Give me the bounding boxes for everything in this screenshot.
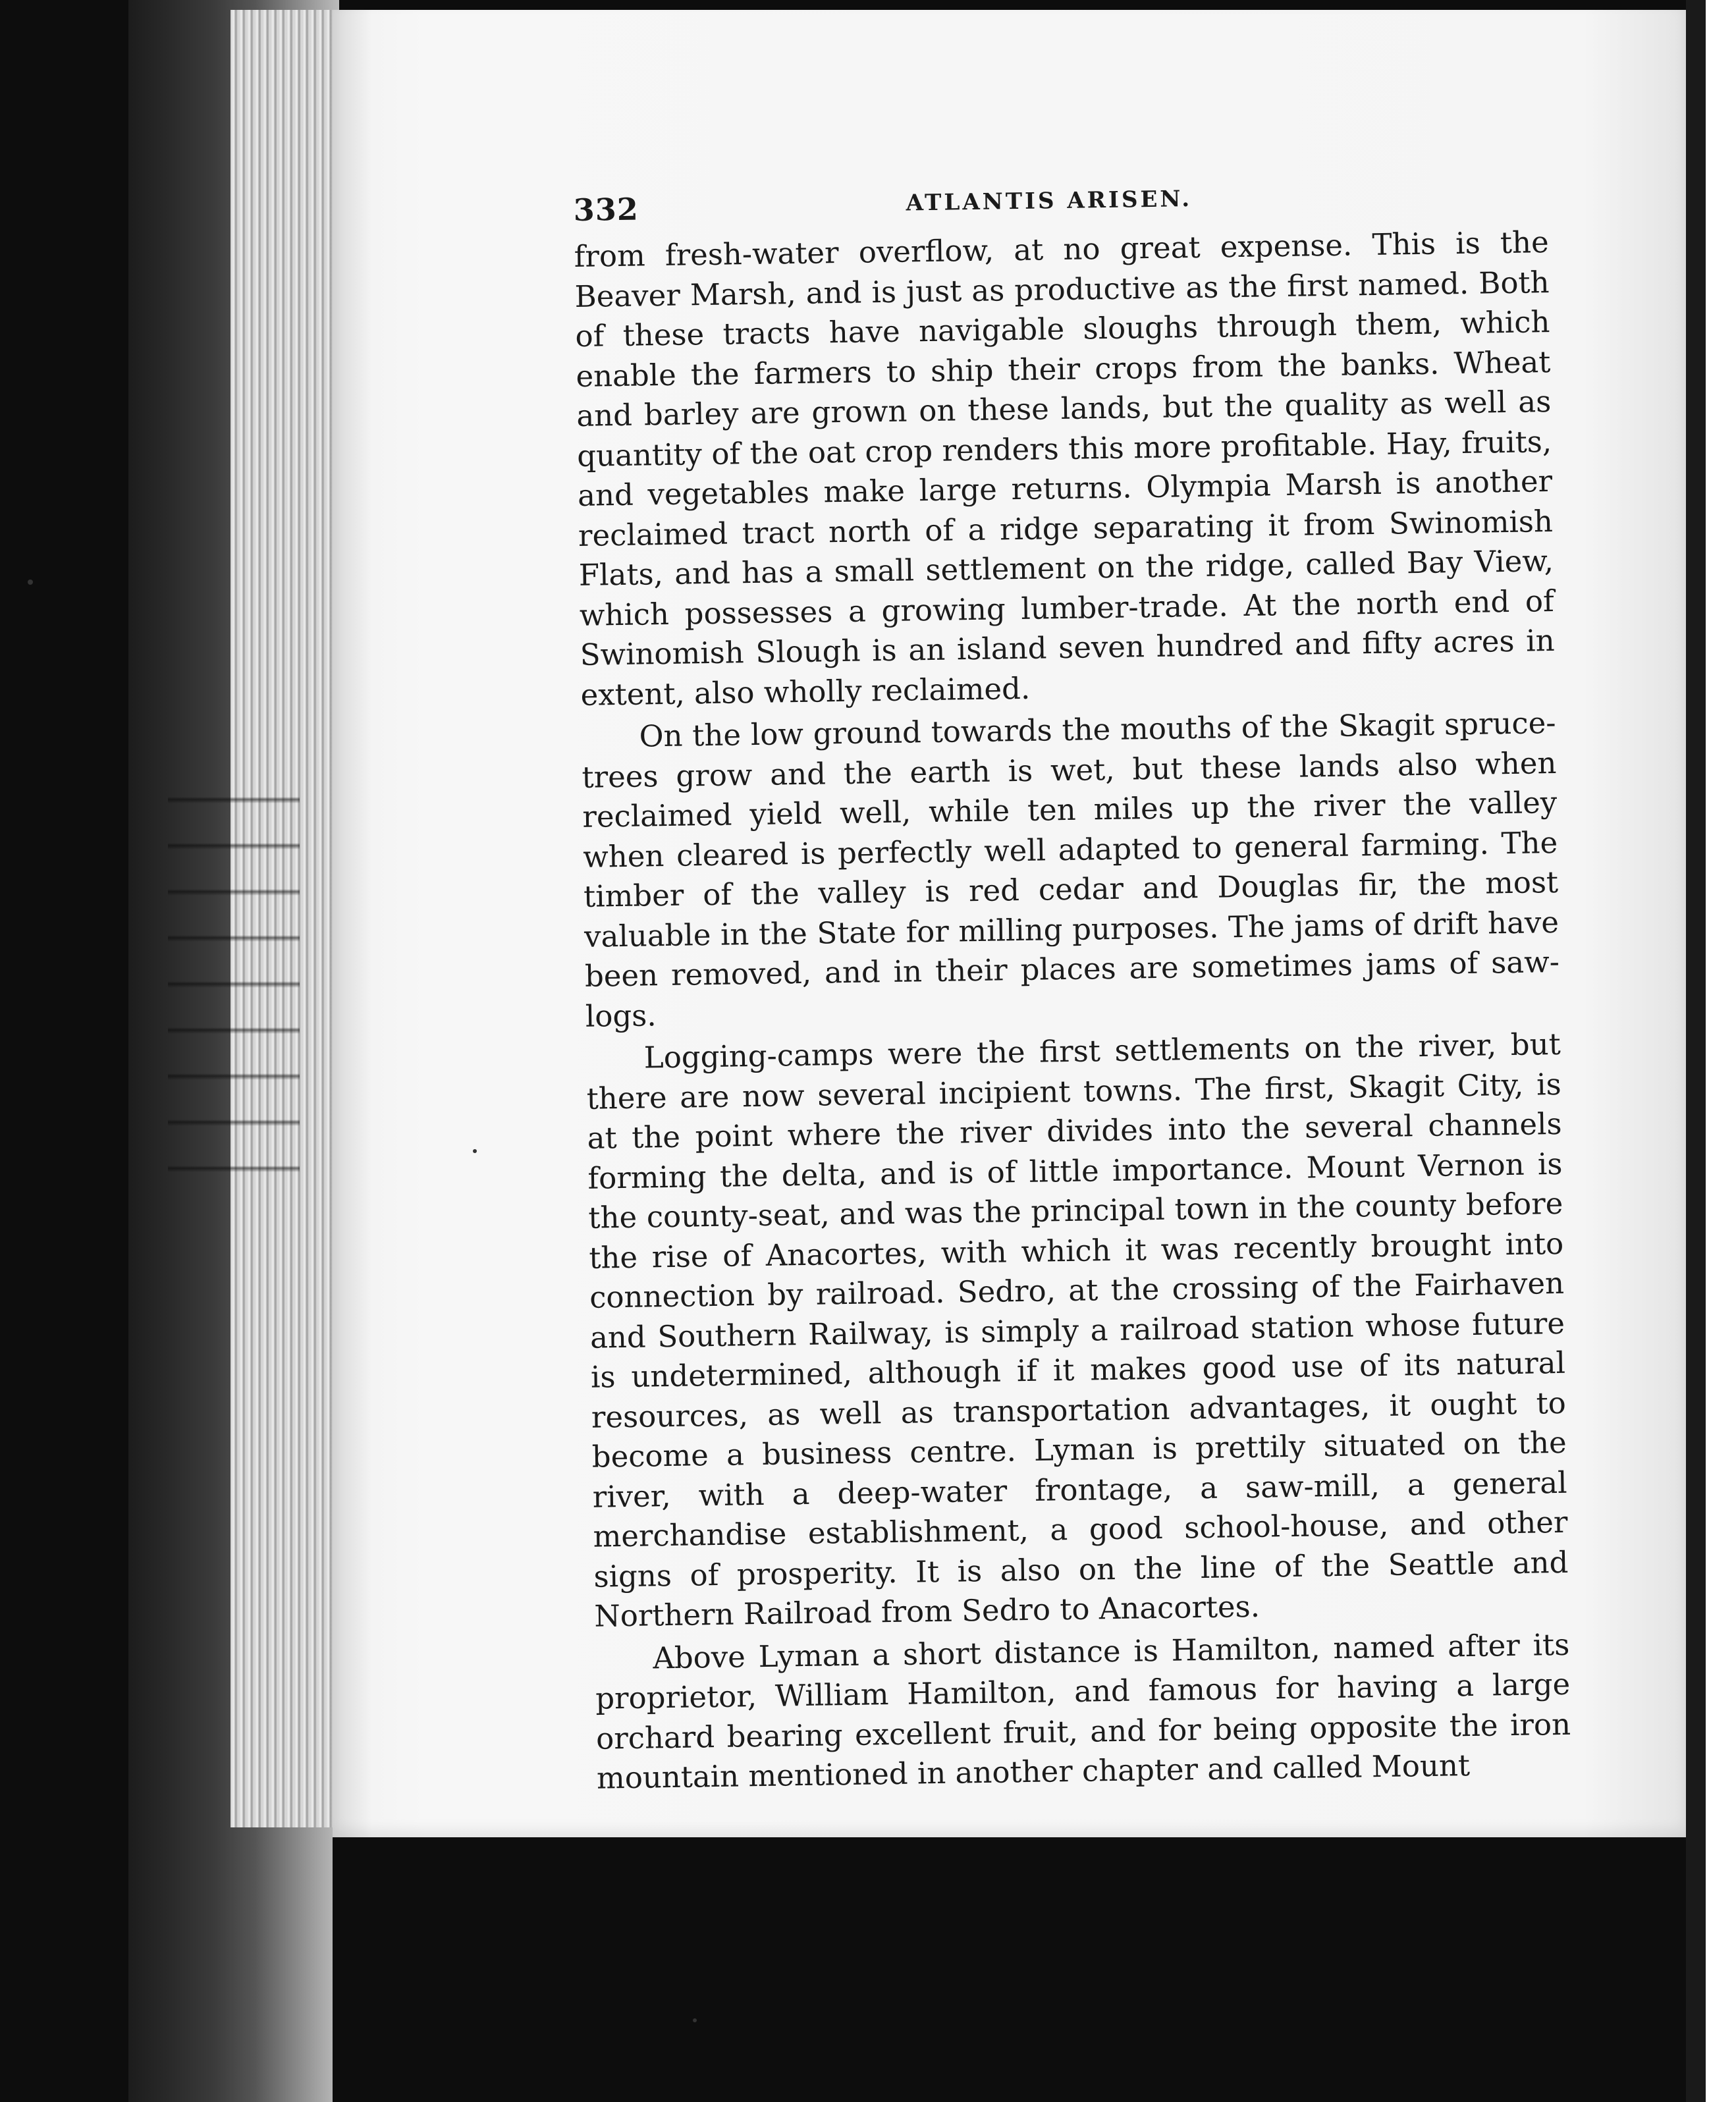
stray-mark bbox=[693, 2018, 697, 2022]
scan-margin bbox=[1706, 0, 1736, 2102]
page-number: 332 bbox=[573, 191, 639, 228]
paragraph: Above Lyman a short distance is Hamilton, named after its proprietor, William Hamilton, and famous for having a large orchard bearing excellent fruit, and for being opposite the iron mountain mentioned in another chapter and called Mount bbox=[595, 1627, 1571, 1796]
page-text bbox=[573, 163, 1571, 1798]
paragraph: On the low ground towards the mouths of the Skagit spruce-trees grow and the earth is wet, but these lands also when reclaimed yield well, while ten miles up the river the valley when cleared is perfectly well adapted to general farming. The timber of the valley is red cedar and Douglas fir, the most valuable in the State for milling purposes. The jams of drift have been removed, and in their places are sometimes jams of saw-logs. bbox=[582, 705, 1560, 1034]
running-title: ATLANTIS ARISEN. bbox=[906, 186, 1193, 217]
bottom-shadow bbox=[333, 1837, 1686, 2102]
paragraph: Logging-camps were the first settlements on the river, but there are now several incipient towns. The first, Skagit City, is at the point where the river divides into the several channels forming the delta, and is of little importance. Mount Vernon is the county-seat, and was the principal town in the county before the rise of Anacortes, with which it was recently brought into connection by railroad. Sedro, at the crossing of the Fairhaven and Southern Railway, is simply a railroad station whose future is undetermined, although if it makes good use of its natural resources, as well as transportation advantages, it ought to become a business centre. Lyman is prettily situated on the river, with a deep-water frontage, a saw-mill, a general merchandise establishment, a good school-house, and other signs of prosperity. It is also on the line of the Seattle and Northern Railroad from Sedro to Anacortes. bbox=[586, 1026, 1569, 1634]
paragraph: from fresh-water overflow, at no great expense. This is the Beaver Marsh, and is just as productive as the first named. Both of these tracts have navigable sloughs through them, which enable the farmers to ship their crops from the banks. Wheat and barley are grown on these lands, but the quality as well as quantity of the oat crop renders this more profitable. Hay, fruits, and vegetables make large returns. Olympia Marsh is another reclaimed tract north of a ridge separating it from Swinomish Flats, and has a small settlement on the ridge, called Bay View, which possesses a growing lumber-trade. At the north end of Swinomish Slough is an island seven hundred and fifty acres in extent, also wholly reclaimed. bbox=[574, 225, 1555, 713]
stray-mark bbox=[28, 579, 33, 585]
binding-marks bbox=[168, 757, 300, 1185]
stray-mark bbox=[473, 1149, 477, 1153]
